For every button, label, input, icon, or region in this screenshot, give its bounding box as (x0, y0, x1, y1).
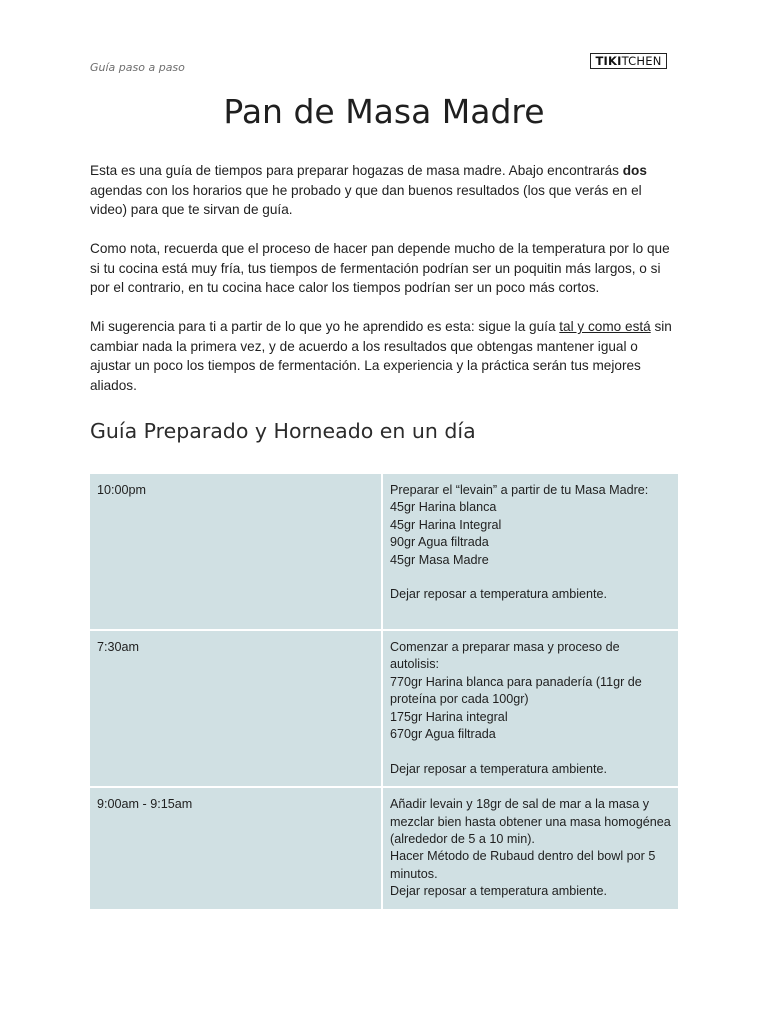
intro-paragraph-3 (90, 317, 676, 395)
schedule-steps-cell (383, 786, 678, 908)
step-spacer (390, 743, 671, 760)
schedule-row (90, 474, 678, 629)
intro-p1-bold: dos (622, 163, 647, 178)
step-line: 770gr Harina blanca para panadería (11gr de proteína por cada 100gr) (390, 674, 642, 707)
step-line: 45gr Harina Integral (390, 517, 502, 532)
step-line: Añadir levain y 18gr de sal de mar a la masa y mezclar bien hasta obtener una masa homogénea (alrededor de 5 a 10 min). (390, 797, 671, 847)
schedule-steps-cell (383, 629, 678, 786)
logo-bold-text: TIKI (595, 54, 622, 68)
step-line: 90gr Agua filtrada (390, 535, 489, 550)
step-line: Dejar reposar a temperatura ambiente. (390, 587, 608, 602)
step-line: 670gr Agua filtrada (390, 727, 496, 742)
intro-p3-text-start: Mi sugerencia para ti a partir de lo que yo he aprendido es esta: sigue la guía (90, 319, 560, 334)
step-line: Preparar el “levain” a partir de tu Masa Madre: (390, 483, 649, 497)
step-spacer (390, 569, 671, 586)
section-heading: Guía Preparado y Horneado en un día (90, 419, 476, 443)
schedule-time-cell: 9:00am - 9:15am (90, 786, 383, 908)
step-line: 45gr Masa Madre (390, 552, 489, 567)
header-tagline: Guía paso a paso (90, 61, 185, 74)
step-line: Dejar reposar a temperatura ambiente. (390, 884, 608, 899)
step-line: Hacer Método de Rubaud dentro del bowl por 5 minutos. (390, 849, 656, 881)
logo-regular-text: TCHEN (621, 54, 662, 68)
brand-logo (590, 53, 667, 69)
intro-p3-link[interactable]: tal y como está (559, 319, 651, 334)
schedule-row (90, 786, 678, 908)
schedule-table (90, 474, 678, 909)
intro-p3-text-end: sin cambiar nada la primera vez, y de acuerdo a los resultados que obtengas mantener igual o ajustar un poco los tiempos de fermentación. La experiencia y la práctica serán tus mejores aliados. (90, 319, 672, 393)
step-line: Comenzar a preparar masa y proceso de autolisis: (390, 640, 620, 672)
step-line: 175gr Harina integral (390, 709, 508, 724)
schedule-row (90, 629, 678, 786)
page-title: Pan de Masa Madre (223, 92, 545, 131)
schedule-time-cell: 7:30am (90, 629, 383, 786)
intro-paragraph-1 (90, 161, 676, 220)
intro-paragraph-2: Como nota, recuerda que el proceso de hacer pan depende mucho de la temperatura por lo que si tu cocina está muy fría, tus tiempos de fermentación podrían ser un poquitin más largos, o si por el contrario, en tu cocina hace calor los tiempos podrían ser un poco más cortos. (90, 241, 670, 295)
intro-p1-text-start: Esta es una guía de tiempos para preparar hogazas de masa madre. Abajo encontrarás (90, 163, 623, 178)
schedule-time-cell: 10:00pm (90, 474, 383, 629)
step-line: Dejar reposar a temperatura ambiente. (390, 761, 608, 776)
step-line: 45gr Harina blanca (390, 500, 497, 515)
intro-p1-text-end: agendas con los horarios que he probado y que dan buenos resultados (los que verás en el video) para que te sirvan de guía. (90, 182, 642, 217)
schedule-steps-cell (383, 474, 678, 629)
